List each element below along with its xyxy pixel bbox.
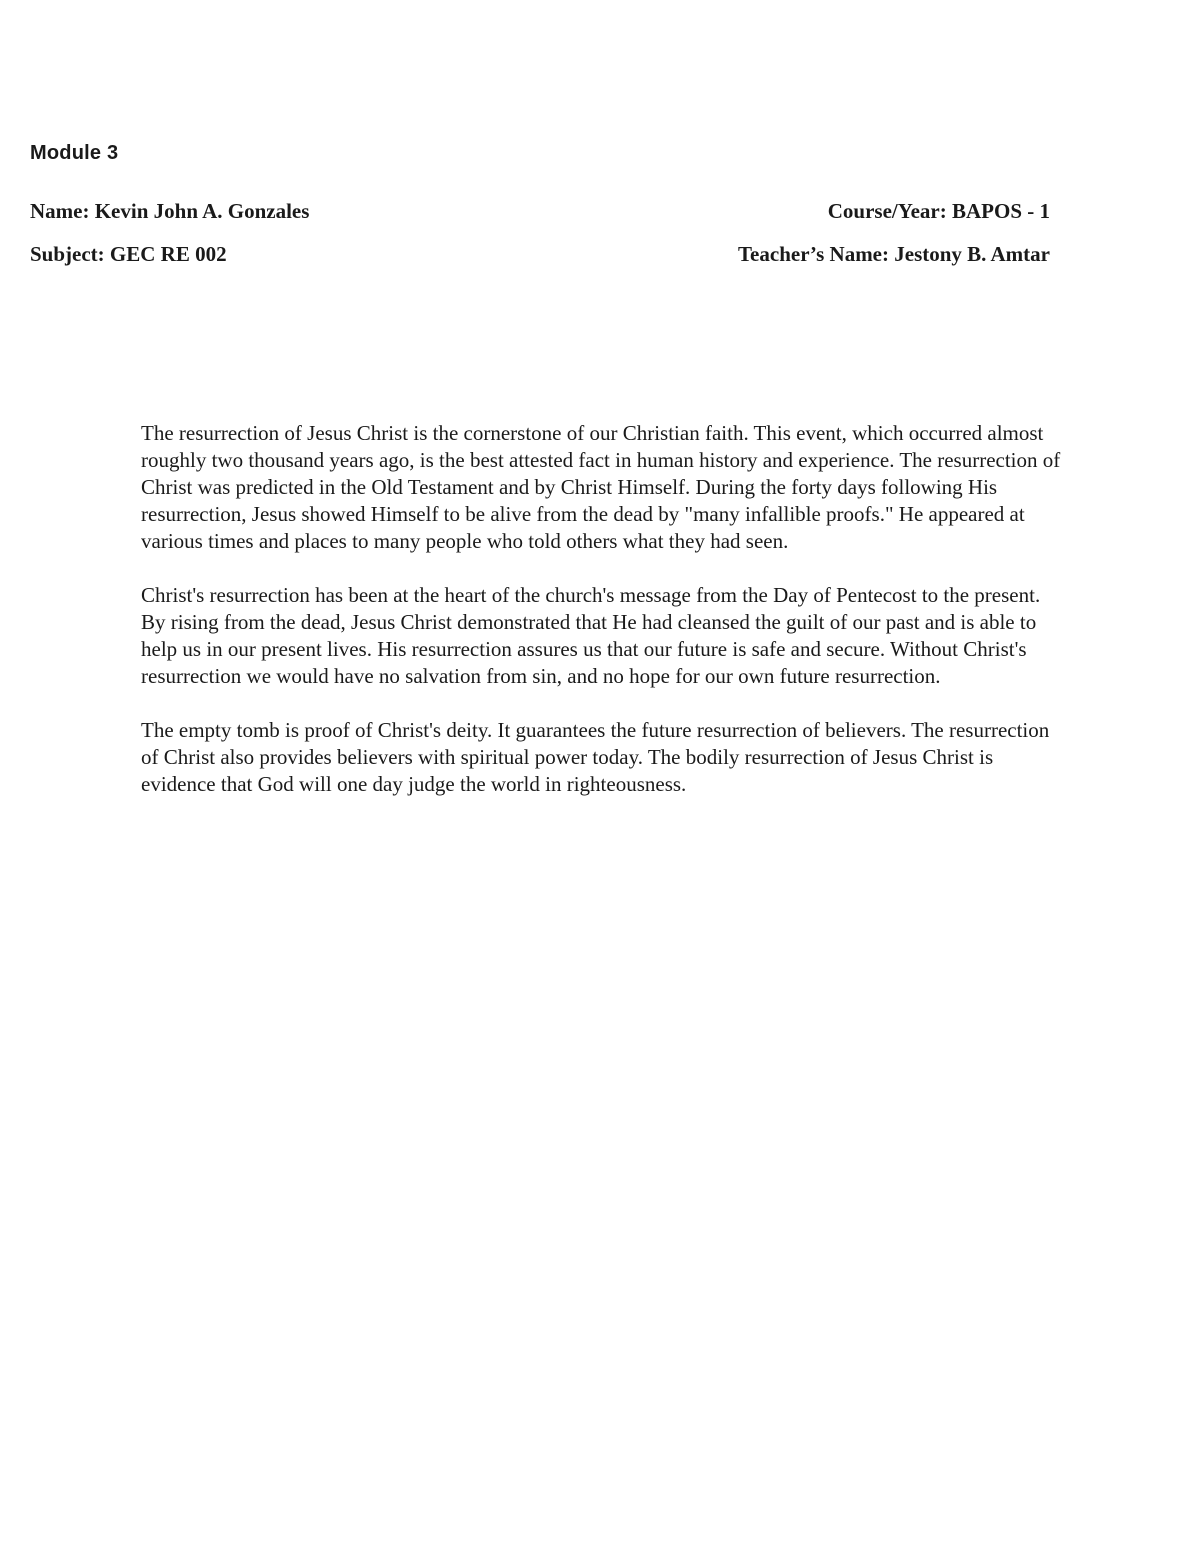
module-title: Module 3 [30, 142, 119, 164]
subject: Subject: GEC RE 002 [30, 242, 227, 266]
essay-body [141, 420, 1066, 825]
paragraph: Christ's resurrection has been at the heart of the church's message from the Day of Pentecost to the present. By rising from the dead, Jesus Christ demonstrated that He had cleansed the guilt of our past and is able to help us in our present lives. His resurrection assures us that our future is safe and secure. Without Christ's resurrection we would have no salvation from sin, and no hope for our own future resurrection. [141, 583, 1041, 688]
student-name: Name: Kevin John A. Gonzales [30, 199, 310, 223]
teacher-name: Teacher’s Name: Jestony B. Amtar [737, 242, 1050, 266]
paragraph: The resurrection of Jesus Christ is the cornerstone of our Christian faith. This event, which occurred almost roughly two thousand years ago, is the best attested fact in human history and experience. The resurrection of Christ was predicted in the Old Testament and by Christ Himself. During the forty days following His resurrection, Jesus showed Himself to be alive from the dead by "many infallible proofs." He appeared at various times and places to many people who told others what they had seen. [141, 421, 1061, 553]
course-year: Course/Year: BAPOS - 1 [827, 199, 1050, 223]
paragraph: The empty tomb is proof of Christ's deity. It guarantees the future resurrection of believers. The resurrection of Christ also provides believers with spiritual power today. The bodily resurrection of Jesus Christ is evidence that God will one day judge the world in righteousness. [141, 718, 1050, 796]
